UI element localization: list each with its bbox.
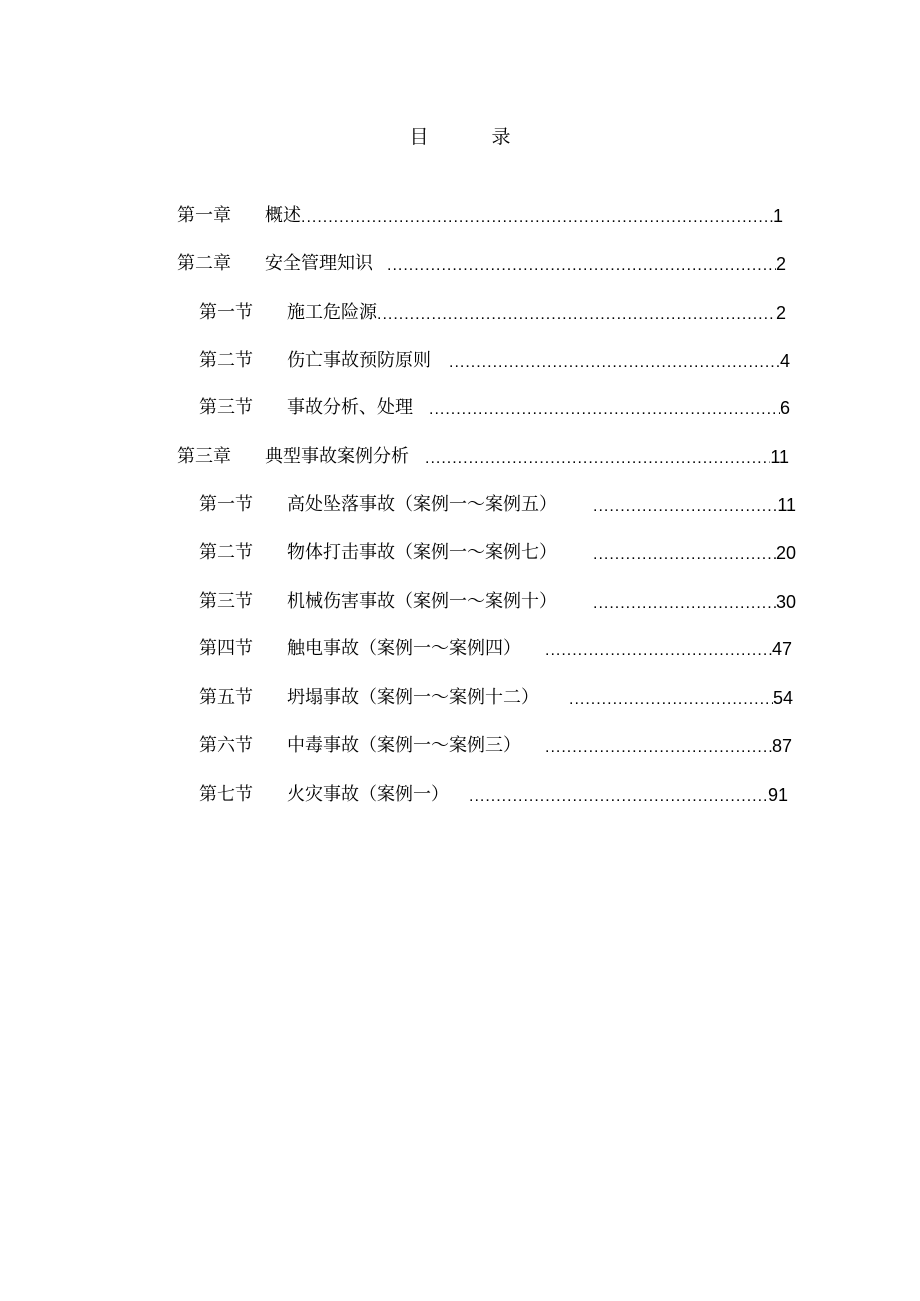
toc-entry-title: 施工危险源	[287, 302, 377, 323]
toc-entry-section[interactable]	[199, 635, 792, 663]
toc-entry-page: 11	[770, 447, 789, 467]
toc-leader-dots	[545, 736, 772, 760]
toc-entry-page: 87	[771, 736, 792, 756]
toc-leader-dots	[593, 592, 776, 616]
toc-entry-page: 54	[772, 688, 793, 708]
toc-leader-dots	[545, 639, 772, 663]
toc-entry-label: 第二章	[177, 253, 231, 274]
toc-entry-section[interactable]	[199, 588, 796, 616]
toc-entry-title: 中毒事故（案例一～案例三）	[287, 735, 521, 756]
toc-entry-label: 第七节	[199, 784, 253, 805]
toc-entry-chapter[interactable]	[177, 250, 786, 278]
toc-entry-page: 30	[775, 592, 796, 612]
toc-entry-section[interactable]	[199, 491, 796, 519]
toc-entry-title: 坍塌事故（案例一～案例十二）	[287, 687, 539, 708]
toc-entry-page: 6	[779, 398, 790, 418]
toc-entry-title: 概述	[265, 205, 301, 226]
toc-entry-title: 安全管理知识	[265, 253, 373, 274]
toc-entry-title: 高处坠落事故（案例一～案例五）	[287, 494, 557, 515]
toc-leader-dots	[425, 447, 770, 471]
toc-entry-section[interactable]	[199, 347, 790, 375]
toc-entry-title: 事故分析、处理	[287, 397, 413, 418]
toc-entry-label: 第三节	[199, 591, 253, 612]
toc-title: 目 录	[409, 126, 533, 148]
toc-entry-title: 典型事故案例分析	[265, 446, 409, 467]
toc-entry-title: 触电事故（案例一～案例四）	[287, 638, 521, 659]
toc-entry-section[interactable]	[199, 539, 796, 567]
toc-entry-title: 伤亡事故预防原则	[287, 350, 431, 371]
toc-entry-page: 47	[771, 639, 792, 659]
toc-entry-label: 第二节	[199, 350, 253, 371]
toc-entry-label: 第一节	[199, 302, 253, 323]
toc-entry-title: 火灾事故（案例一）	[287, 784, 449, 805]
toc-entry-page: 1	[772, 206, 783, 226]
toc-entry-label: 第五节	[199, 687, 253, 708]
toc-entry-section[interactable]	[199, 781, 788, 809]
toc-leader-dots	[593, 495, 777, 519]
toc-entry-section[interactable]	[199, 732, 792, 760]
toc-entry-title: 机械伤害事故（案例一～案例十）	[287, 591, 557, 612]
toc-leader-dots	[449, 351, 780, 375]
toc-entry-chapter[interactable]	[177, 443, 789, 471]
toc-leader-dots	[469, 785, 768, 809]
toc-entry-page: 4	[779, 351, 790, 371]
toc-entry-label: 第三章	[177, 446, 231, 467]
toc-entry-label: 第一章	[177, 205, 231, 226]
toc-entry-label: 第四节	[199, 638, 253, 659]
toc-entry-chapter[interactable]	[177, 202, 783, 230]
toc-entry-label: 第二节	[199, 542, 253, 563]
toc-entry-label: 第三节	[199, 397, 253, 418]
toc-leader-dots	[429, 398, 780, 422]
toc-entry-label: 第一节	[199, 494, 253, 515]
toc-entry-title: 物体打击事故（案例一～案例七）	[287, 542, 557, 563]
toc-entry-section[interactable]	[199, 299, 786, 327]
toc-entry-page: 2	[775, 303, 786, 323]
toc-entry-section[interactable]	[199, 684, 793, 712]
toc-entry-label: 第六节	[199, 735, 253, 756]
toc-leader-dots	[377, 303, 776, 327]
toc-entry-page: 91	[767, 785, 788, 805]
toc-leader-dots	[301, 206, 773, 230]
toc-entry-section[interactable]	[199, 394, 790, 422]
toc-entry-page: 11	[777, 495, 796, 515]
toc-entry-page: 20	[775, 543, 796, 563]
toc-leader-dots	[569, 688, 773, 712]
toc-leader-dots	[387, 254, 776, 278]
toc-leader-dots	[593, 543, 776, 567]
toc-entry-page: 2	[775, 254, 786, 274]
